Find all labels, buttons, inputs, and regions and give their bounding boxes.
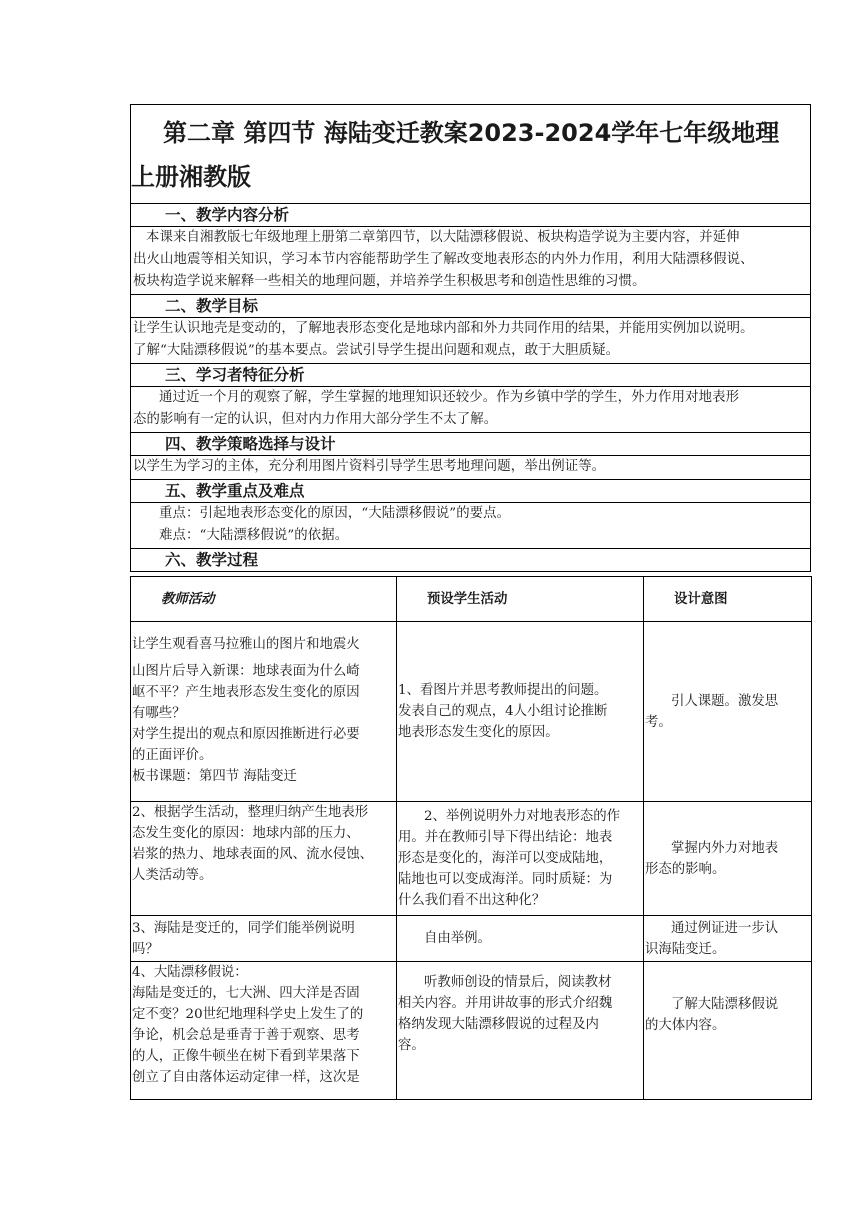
lesson-plan-frame	[130, 104, 811, 572]
cell-line: 人类活动等。	[132, 868, 213, 883]
cell-line: 的大体内容。	[645, 1018, 726, 1033]
section-heading: 五、教学重点及难点	[131, 479, 810, 502]
table-row	[131, 916, 812, 962]
cell-line: 陆地也可以变成海洋。同时质疑：为	[398, 872, 613, 887]
design-intent-cell	[644, 802, 812, 916]
cell-line: 对学生提出的观点和原因推断进行必要	[132, 727, 360, 742]
cell-line: 容。	[398, 1038, 425, 1053]
section-strategy	[131, 455, 810, 479]
cell-line: 山图片后导入新课：地球表面为什么崎	[132, 664, 360, 679]
table-row	[131, 802, 812, 916]
cell-line: 考。	[645, 714, 672, 730]
text-line: 态的影响有一定的认识，但对内力作用大部分学生不太了解。	[133, 412, 498, 427]
table-header-row	[131, 577, 812, 622]
cell-line: 有哪些？	[132, 706, 186, 721]
column-header: 教师活动	[131, 577, 397, 622]
cell-line: 创立了自由落体运动定律一样，这次是	[132, 1070, 360, 1085]
cell-line: 自由举例。	[424, 931, 491, 946]
cell-line: 吗？	[132, 941, 159, 957]
section-heading: 二、教学目标	[131, 294, 810, 317]
cell-line: 板书课题：第四节 海陆变迁	[132, 769, 297, 784]
title-line-2: 上册湘教版	[131, 163, 251, 191]
section-teaching-goals	[131, 317, 810, 363]
cell-line: 引人课题。激发思	[671, 693, 779, 709]
cell-line: 地表形态发生变化的原因。	[398, 725, 559, 740]
cell-line: 什么我们看不出这种化？	[398, 893, 546, 908]
cell-line: 形态是变化的，海洋可以变成陆地，	[398, 851, 613, 866]
cell-line: 定不变？20世纪地理科学史上发生了的	[132, 1007, 364, 1022]
cell-line: 争论，机会总是垂青于善于观察、思考	[132, 1028, 360, 1043]
cell-line: 让学生观看喜马拉雅山的图片和地震火	[132, 637, 360, 652]
cell-line: 岩浆的热力、地球表面的风、流水侵蚀、	[132, 847, 374, 862]
teaching-process-table	[130, 576, 812, 1100]
teacher-activity-cell	[131, 802, 397, 916]
section-heading: 三、学习者特征分析	[131, 363, 810, 386]
cell-line: 态发生变化的原因：地球内部的压力、	[132, 826, 360, 841]
teacher-activity-cell	[131, 916, 397, 962]
text-line: 以学生为学习的主体，充分利用图片资料引导学生思考地理问题，举出例证等。	[133, 459, 606, 474]
cell-line: 相关内容。并用讲故事的形式介绍魏	[398, 996, 613, 1011]
cell-line: 岖不平？产生地表形态发生变化的原因	[132, 685, 360, 700]
cell-line: 识海陆变迁。	[645, 941, 726, 957]
section-key-points	[131, 502, 810, 548]
text-line: 出火山地震等相关知识，学习本节内容能帮助学生了解改变地表形态的内外力作用，利用大陆漂移假说、	[133, 252, 754, 267]
cell-line: 2、根据学生活动，整理归纳产生地表形	[132, 805, 369, 820]
text-line: 让学生认识地壳是变动的，了解地表形态变化是地球内部和外力共同作用的结果，并能用实例加以说明。	[133, 321, 754, 336]
cell-line: 2、举例说明外力对地表形态的作	[424, 809, 620, 824]
section-heading: 四、教学策略选择与设计	[131, 432, 810, 455]
cell-line: 的正面评价。	[132, 748, 213, 763]
section-heading: 六、教学过程	[131, 548, 810, 571]
text-line: 本课来自湘教版七年级地理上册第二章第四节，以大陆漂移假说、板块构造学说为主要内容，并延伸	[146, 230, 740, 245]
table-row	[131, 622, 812, 802]
cell-line: 听教师创设的情景后，阅读教材	[424, 975, 612, 990]
column-header: 设计意图	[644, 577, 812, 622]
cell-line: 4、大陆漂移假说：	[132, 965, 248, 980]
section-heading: 一、教学内容分析	[131, 203, 810, 226]
table-row	[131, 962, 812, 1100]
text-line: 通过近一个月的观察了解，学生掌握的地理知识还较少。作为乡镇中学的学生，外力作用对地表形	[159, 390, 740, 405]
student-activity-cell	[397, 622, 644, 802]
student-activity-cell	[397, 962, 644, 1100]
cell-line: 3、海陆是变迁的，同学们能举例说明	[132, 920, 355, 936]
cell-line: 1、看图片并思考教师提出的问题。	[398, 683, 608, 698]
text-line: 难点：“大陆漂移假说”的依据。	[159, 528, 349, 543]
section-content-analysis	[131, 226, 810, 294]
text-line: 重点：引起地表形态变化的原因，“大陆漂移假说”的要点。	[159, 506, 511, 521]
design-intent-cell	[644, 622, 812, 802]
title-line-1: 第二章 第四节 海陆变迁教案2023-2024学年七年级地理	[163, 119, 780, 147]
section-learner-analysis	[131, 386, 810, 432]
teacher-activity-cell	[131, 622, 397, 802]
document-page	[130, 104, 811, 1100]
cell-line: 的人，正像牛顿坐在树下看到苹果落下	[132, 1049, 360, 1064]
document-title	[131, 105, 810, 203]
cell-line: 用。并在教师引导下得出结论：地表	[398, 830, 613, 845]
design-intent-cell	[644, 962, 812, 1100]
cell-line: 海陆是变迁的，七大洲、四大洋是否固	[132, 986, 360, 1001]
text-line: 板块构造学说来解释一些相关的地理问题，并培养学生积极思考和创造性思维的习惯。	[133, 274, 646, 289]
student-activity-cell	[397, 802, 644, 916]
cell-line: 形态的影响。	[645, 861, 726, 877]
text-line: 了解“大陆漂移假说”的基本要点。尝试引导学生提出问题和观点，敢于大胆质疑。	[133, 343, 620, 358]
cell-line: 掌握内外力对地表	[671, 840, 779, 856]
teacher-activity-cell	[131, 962, 397, 1100]
cell-line: 格纳发现大陆漂移假说的过程及内	[398, 1017, 599, 1032]
cell-line: 通过例证进一步认	[671, 920, 779, 936]
student-activity-cell	[397, 916, 644, 962]
design-intent-cell	[644, 916, 812, 962]
column-header: 预设学生活动	[397, 577, 644, 622]
cell-line: 了解大陆漂移假说	[671, 997, 779, 1012]
cell-line: 发表自己的观点，4人小组讨论推断	[398, 704, 608, 719]
